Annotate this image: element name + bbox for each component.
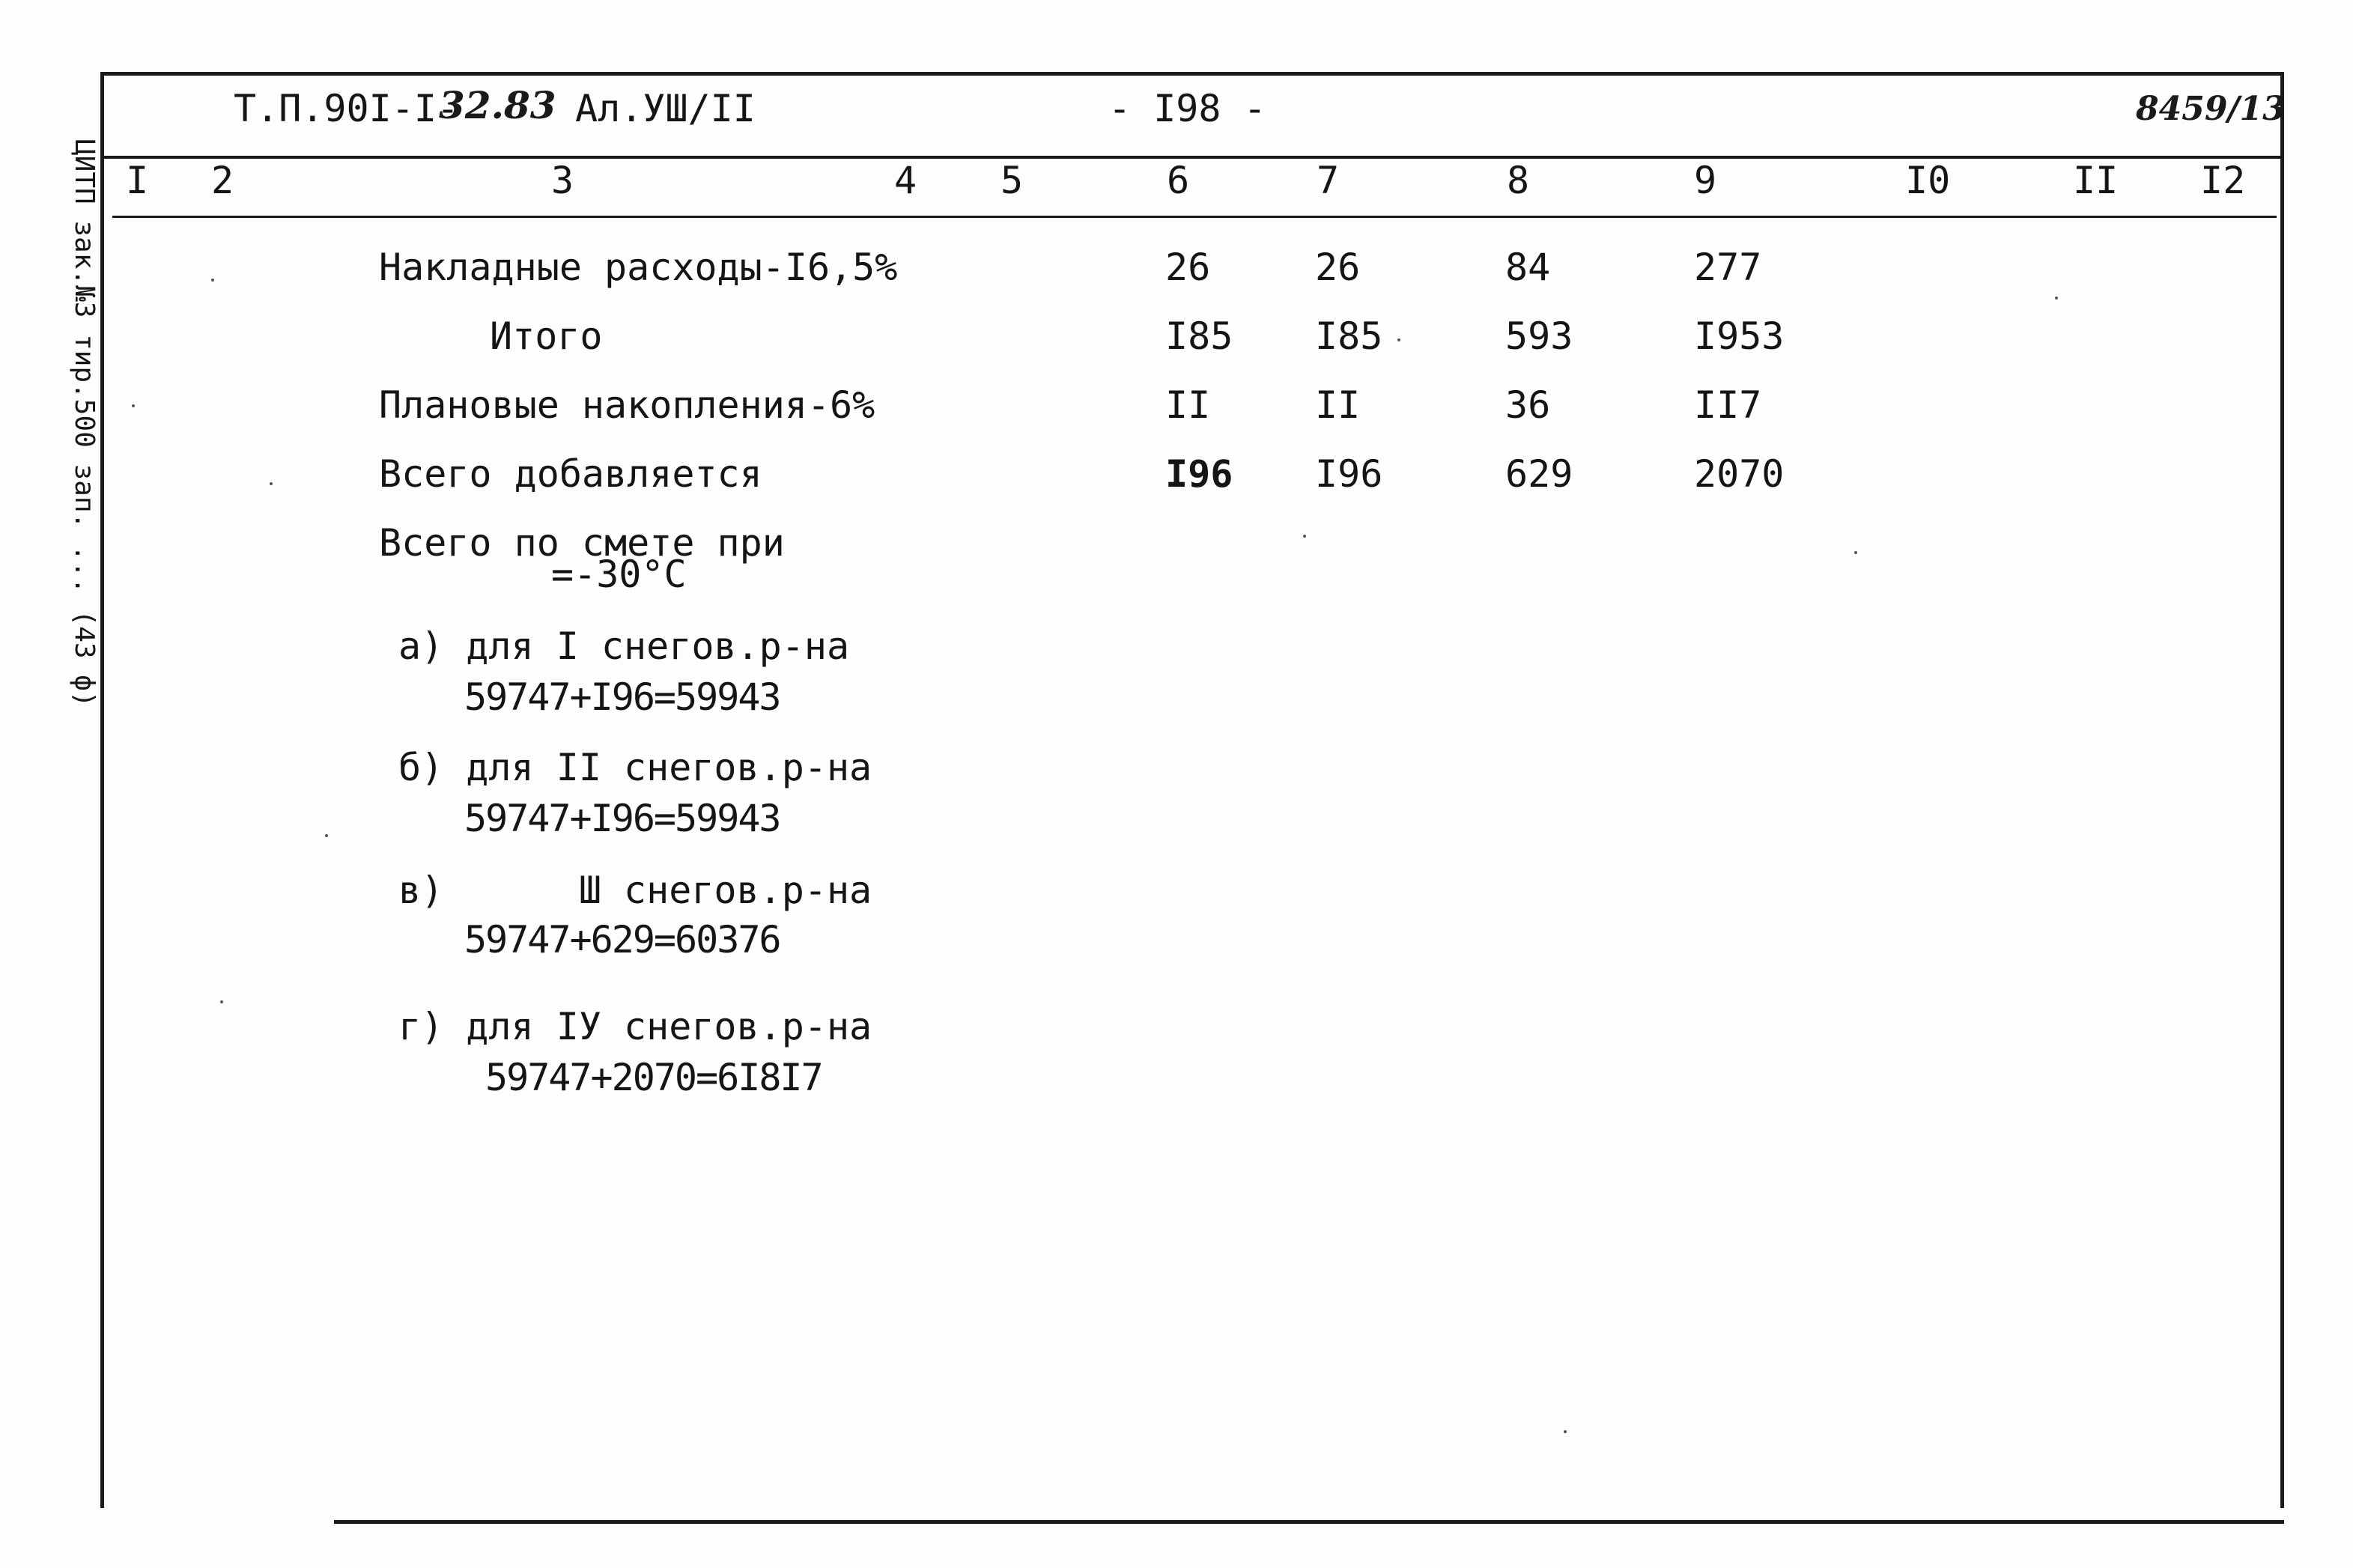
item-label: г) для IУ снегов.р-на: [398, 1005, 872, 1048]
column-header: 2: [211, 159, 234, 202]
bottom-rule: [334, 1520, 2284, 1524]
column-header: 8: [1507, 159, 1530, 202]
row-value-col7: 26: [1315, 246, 1361, 289]
row-value-col7: I85: [1315, 314, 1383, 358]
scan-speck: [211, 279, 214, 282]
header-divider: [100, 156, 2284, 159]
row-value-col9: 277: [1694, 246, 1762, 289]
column-header: 6: [1167, 159, 1190, 202]
row-label: Всего добавляется: [379, 452, 762, 496]
album-label: Ал.УШ/II: [575, 87, 756, 130]
scan-speck: [1303, 535, 1306, 538]
column-header: 5: [1001, 159, 1024, 202]
scan-speck: [1397, 338, 1400, 341]
scan-speck: [325, 834, 328, 837]
column-header: 3: [551, 159, 574, 202]
column-header: I0: [1905, 159, 1951, 202]
item-label: а) для I снегов.р-на: [398, 625, 850, 668]
scan-speck: [270, 482, 273, 485]
item-calculation: 59747+I96=59943: [464, 797, 780, 840]
row-label: Накладные расходы-I6,5%: [379, 246, 898, 289]
page-number: - I98 -: [1108, 87, 1266, 130]
total-heading: Всего по смете при: [379, 521, 785, 565]
scan-speck: [1854, 551, 1857, 554]
row-value-col9: II7: [1694, 383, 1762, 427]
margin-stamp: [69, 72, 100, 708]
project-code-handwritten: 32.83: [439, 83, 556, 127]
column-header: 9: [1694, 159, 1717, 202]
item-label: б) для II снегов.р-на: [398, 746, 872, 789]
project-code: Т.П.90I-I-: [234, 87, 460, 130]
row-label: Итого: [490, 314, 603, 358]
column-header: I2: [2200, 159, 2246, 202]
row-value-col6: II: [1165, 383, 1211, 427]
total-temperature: =-30°С: [551, 553, 687, 596]
sheet-reference: 8459/13: [2136, 90, 2286, 128]
row-value-col8: 84: [1505, 246, 1551, 289]
row-value-col9: 2070: [1694, 452, 1785, 496]
scan-speck: [2055, 297, 2058, 300]
item-label: в) Ш снегов.р-на: [398, 869, 872, 912]
scan-speck: [132, 404, 135, 407]
row-value-col6: I85: [1165, 314, 1233, 358]
row-value-col9: I953: [1694, 314, 1785, 358]
row-value-col8: 593: [1505, 314, 1573, 358]
item-calculation: 59747+629=60376: [464, 918, 780, 961]
item-calculation: 59747+2070=6I8I7: [485, 1056, 822, 1099]
scan-speck: [1564, 1430, 1567, 1433]
scan-speck: [220, 1000, 223, 1003]
column-header: 7: [1317, 159, 1340, 202]
row-value-col8: 36: [1505, 383, 1551, 427]
row-value-col6: 26: [1165, 246, 1211, 289]
row-label: Плановые накопления-6%: [379, 383, 875, 427]
margin-note: ЦИТП зак.№3 тир.500 зап. ... (43 ф): [69, 139, 100, 708]
row-value-col8: 629: [1505, 452, 1573, 496]
column-header-divider: [112, 216, 2277, 218]
column-header: I: [126, 159, 149, 202]
column-header: 4: [894, 159, 917, 202]
column-header: II: [2073, 159, 2119, 202]
row-value-col7: II: [1315, 383, 1361, 427]
row-value-col6: I96: [1165, 452, 1233, 496]
row-value-col7: I96: [1315, 452, 1383, 496]
item-calculation: 59747+I96=59943: [464, 675, 780, 719]
